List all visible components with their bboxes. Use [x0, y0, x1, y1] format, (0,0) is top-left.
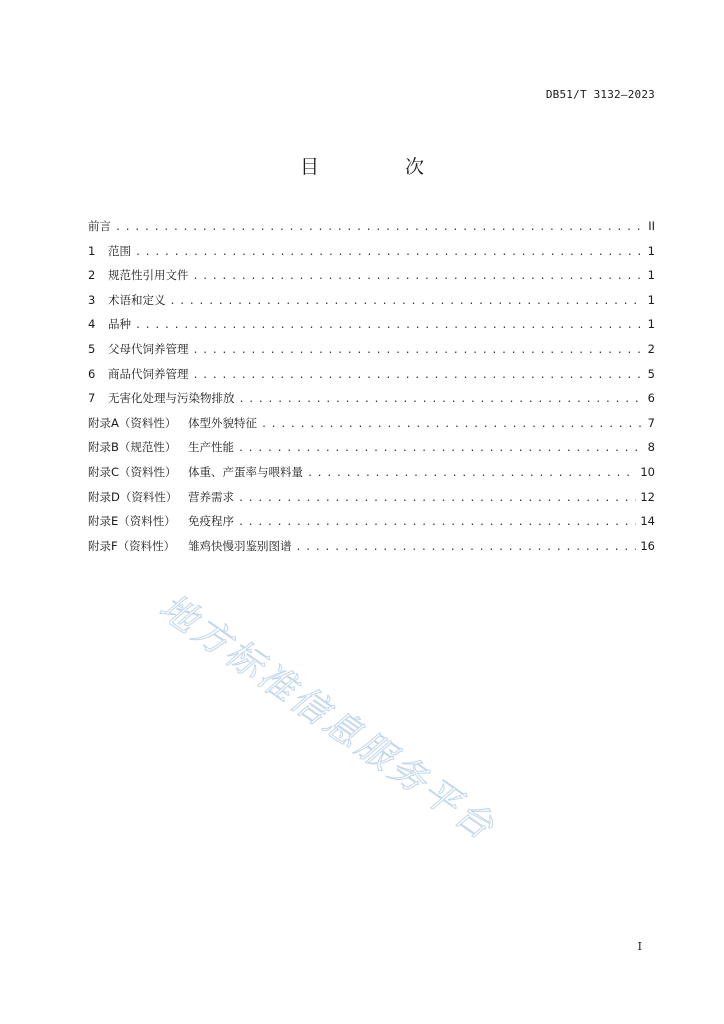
- page-title: 目 次: [299, 156, 465, 178]
- toc-label: 免疫程序: [188, 514, 234, 529]
- toc-item-appendix-c[interactable]: [88, 464, 655, 489]
- toc-page: 1: [647, 268, 655, 283]
- toc-leader: [238, 443, 641, 454]
- toc-label: 雏鸡快慢羽鉴别图谱: [188, 538, 292, 553]
- toc-item-scope[interactable]: [88, 243, 655, 268]
- toc-leader: [307, 468, 636, 479]
- toc-leader: [193, 271, 642, 282]
- toc-number: 4: [88, 317, 96, 332]
- toc-label: 规范性引用文件: [108, 268, 189, 283]
- toc-item-waste-treatment[interactable]: [88, 390, 655, 415]
- toc-page: 6: [647, 391, 655, 406]
- toc-item-normative-references[interactable]: [88, 267, 655, 292]
- toc-appendix-prefix: 附录E（资料性）: [88, 514, 176, 529]
- toc-leader: [135, 320, 641, 331]
- toc-page: 16: [640, 538, 655, 553]
- toc-page: 10: [640, 464, 655, 479]
- toc-item-commercial-stock[interactable]: [88, 366, 655, 391]
- toc-page: 5: [647, 366, 655, 381]
- toc-page: 12: [640, 489, 655, 504]
- toc-leader: [193, 345, 642, 356]
- toc-label: 商品代饲养管理: [108, 366, 189, 381]
- toc-leader: [239, 394, 642, 405]
- toc-appendix-prefix: 附录F（资料性）: [88, 538, 176, 553]
- toc-leader: [238, 517, 636, 528]
- toc-number: 7: [88, 391, 96, 406]
- toc-leader: [238, 493, 636, 504]
- toc-page: 8: [647, 440, 655, 455]
- toc-label: 术语和定义: [108, 292, 166, 307]
- toc-number: 2: [88, 268, 96, 283]
- toc-label: 前言: [88, 219, 111, 233]
- toc-item-appendix-f[interactable]: [88, 538, 655, 563]
- toc-label: 体重、产蛋率与喂料量: [188, 464, 303, 479]
- toc-item-foreword[interactable]: [88, 218, 655, 243]
- toc-number: 6: [88, 366, 96, 381]
- toc-page: 7: [647, 415, 655, 430]
- toc-label: 营养需求: [188, 489, 234, 504]
- watermark: 地方标准信息服务平台: [151, 586, 504, 850]
- toc-number: 1: [88, 243, 96, 258]
- toc-item-appendix-d[interactable]: [88, 489, 655, 514]
- toc-page: II: [648, 219, 655, 233]
- toc-label: 范围: [108, 243, 131, 258]
- toc-number: 5: [88, 341, 96, 356]
- table-of-contents: [88, 218, 655, 562]
- toc-item-appendix-a[interactable]: [88, 415, 655, 440]
- toc-number: 3: [88, 292, 96, 307]
- toc-page: 1: [647, 317, 655, 332]
- toc-appendix-prefix: 附录B（规范性）: [88, 440, 177, 455]
- toc-leader: [193, 370, 642, 381]
- toc-label: 生产性能: [188, 440, 234, 455]
- toc-item-terms[interactable]: [88, 292, 655, 317]
- toc-label: 父母代饲养管理: [108, 341, 189, 356]
- toc-appendix-prefix: 附录A（资料性）: [88, 415, 177, 430]
- toc-leader: [261, 419, 641, 430]
- toc-leader: [135, 247, 641, 258]
- toc-page: 2: [647, 341, 655, 356]
- toc-leader: [296, 542, 637, 553]
- toc-leader: [170, 296, 642, 307]
- document-code: DB51/T 3132—2023: [545, 88, 655, 101]
- toc-label: 无害化处理与污染物排放: [108, 391, 235, 406]
- toc-leader: [115, 222, 641, 233]
- toc-item-appendix-e[interactable]: [88, 513, 655, 538]
- toc-label: 体型外貌特征: [188, 415, 257, 430]
- toc-appendix-prefix: 附录D（资料性）: [88, 489, 178, 504]
- page-number: I: [637, 940, 642, 953]
- toc-page: 1: [647, 243, 655, 258]
- toc-appendix-prefix: 附录C（资料性）: [88, 464, 177, 479]
- toc-page: 1: [647, 292, 655, 307]
- toc-item-parent-stock[interactable]: [88, 341, 655, 366]
- toc-item-breed[interactable]: [88, 316, 655, 341]
- toc-page: 14: [640, 514, 655, 529]
- toc-item-appendix-b[interactable]: [88, 439, 655, 464]
- toc-label: 品种: [108, 317, 131, 332]
